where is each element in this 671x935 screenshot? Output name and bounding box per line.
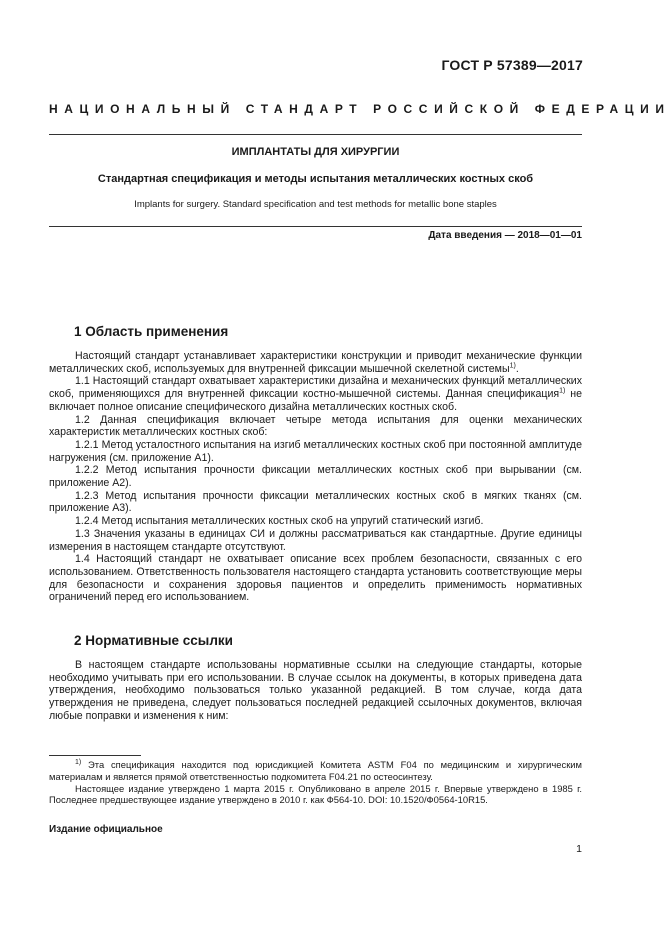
footnotes: [49, 759, 582, 806]
page-number: 1: [576, 843, 582, 855]
paragraph: 1.2.4 Метод испытания металлических костных скоб на упругий статический изгиб.: [75, 515, 484, 528]
section-1-heading: 1 Область применения: [74, 324, 229, 339]
footnote: [49, 759, 582, 783]
footnote-divider: [49, 755, 141, 756]
section-2-body: [49, 659, 582, 723]
document-title: ИМПЛАНТАТЫ ДЛЯ ХИРУРГИИ: [231, 146, 400, 158]
paragraph: 1.2.1 Метод усталостного испытания на изгиб металлических костных скоб при постоянной амплитуде нагружения (см. приложение А1).: [49, 438, 582, 464]
standard-code: ГОСТ Р 57389—2017: [441, 57, 583, 73]
header-divider: [49, 134, 582, 135]
edition-note: Настоящее издание утверждено 1 марта 2015 г. Опубликовано в апреле 2015 г. Впервые утверждено в 1985 г. Последнее предшествующее издание утверждено в 2010 г. как Ф564-10. DOI: 10.1520/Ф0564-10R15.: [49, 782, 582, 806]
title-divider: [49, 226, 582, 227]
introduction-date: Дата введения — 2018—01—01: [428, 230, 582, 241]
footnote-marker: 1): [75, 758, 82, 766]
official-edition-label: Издание официальное: [49, 824, 163, 835]
section-2-heading: 2 Нормативные ссылки: [74, 633, 233, 648]
paragraph: 1.3 Значения указаны в единицах СИ и должны рассматриваться как стандартные. Другие единицы измерения в настоящем стандарте отсутствуют.: [49, 527, 582, 553]
paragraph: 1.2.2 Метод испытания прочности фиксации металлических костных скоб при вырывании (см. приложение А2).: [49, 464, 582, 490]
document-subtitle: Стандартная спецификация и методы испытания металлических костных скоб: [97, 173, 534, 185]
paragraph-text: 1.1 Настоящий стандарт охватывает характеристики дизайна и механических функций металлических скоб, применяющихся для внутренней фиксации костно-мышечной системы. Данная спецификация: [49, 375, 582, 401]
paragraph-text: Настоящий стандарт устанавливает характеристики конструкции и приводит механические функции металлических скоб, используемых для внутренней фиксации мышечной скелетной системы: [49, 350, 582, 375]
section-1-body: [49, 350, 582, 604]
footnote-ref: 1): [559, 387, 566, 395]
footnote-ref: 1): [509, 362, 516, 370]
footnote-text: Эта спецификация находится под юрисдикцией Комитета ASTM F04 по медицинским и хирургическим материалам и является прямой ответственностью подкомитета F04.21 по остеосинтезу.: [49, 759, 582, 782]
paragraph: 1.2.3 Метод испытания прочности фиксации металлических костных скоб в мягких тканях (см. приложение А3).: [49, 489, 582, 515]
paragraph: 1.4 Настоящий стандарт не охватывает описание всех проблем безопасности, связанных с его использованием. Ответственность пользователя настоящего стандарта установить соответствующие меры для безопасности и сохранения здоровья пациентов и определить применимость нормативных ограничений перед его использованием.: [49, 553, 582, 604]
paragraph: [49, 350, 582, 375]
paragraph: В настоящем стандарте использованы нормативные ссылки на следующие стандарты, которые необходимо учитывать при его использовании. В случае ссылок на документы, в которых приведена дата утверждения, необходимо пользоваться только указанной редакцией. В том случае, когда дата утверждения не приведена, следует пользоваться последней редакцией ссылочных документов, включая любые поправки и изменения к ним:: [49, 659, 582, 722]
paragraph-text: .: [515, 362, 519, 375]
paragraph: 1.2 Данная спецификация включает четыре метода испытания для оценки механических характеристик металлических костных скоб:: [49, 413, 582, 439]
paragraph-text: не включает полное описание специфического дизайна металлических костных скоб.: [49, 388, 582, 413]
document-title-english: Implants for surgery. Standard specification and test methods for metallic bone staples: [134, 199, 497, 210]
national-standard-banner: НАЦИОНАЛЬНЫЙ СТАНДАРТ РОССИЙСКОЙ ФЕДЕРАЦИИ: [49, 102, 671, 116]
paragraph: [49, 375, 582, 413]
